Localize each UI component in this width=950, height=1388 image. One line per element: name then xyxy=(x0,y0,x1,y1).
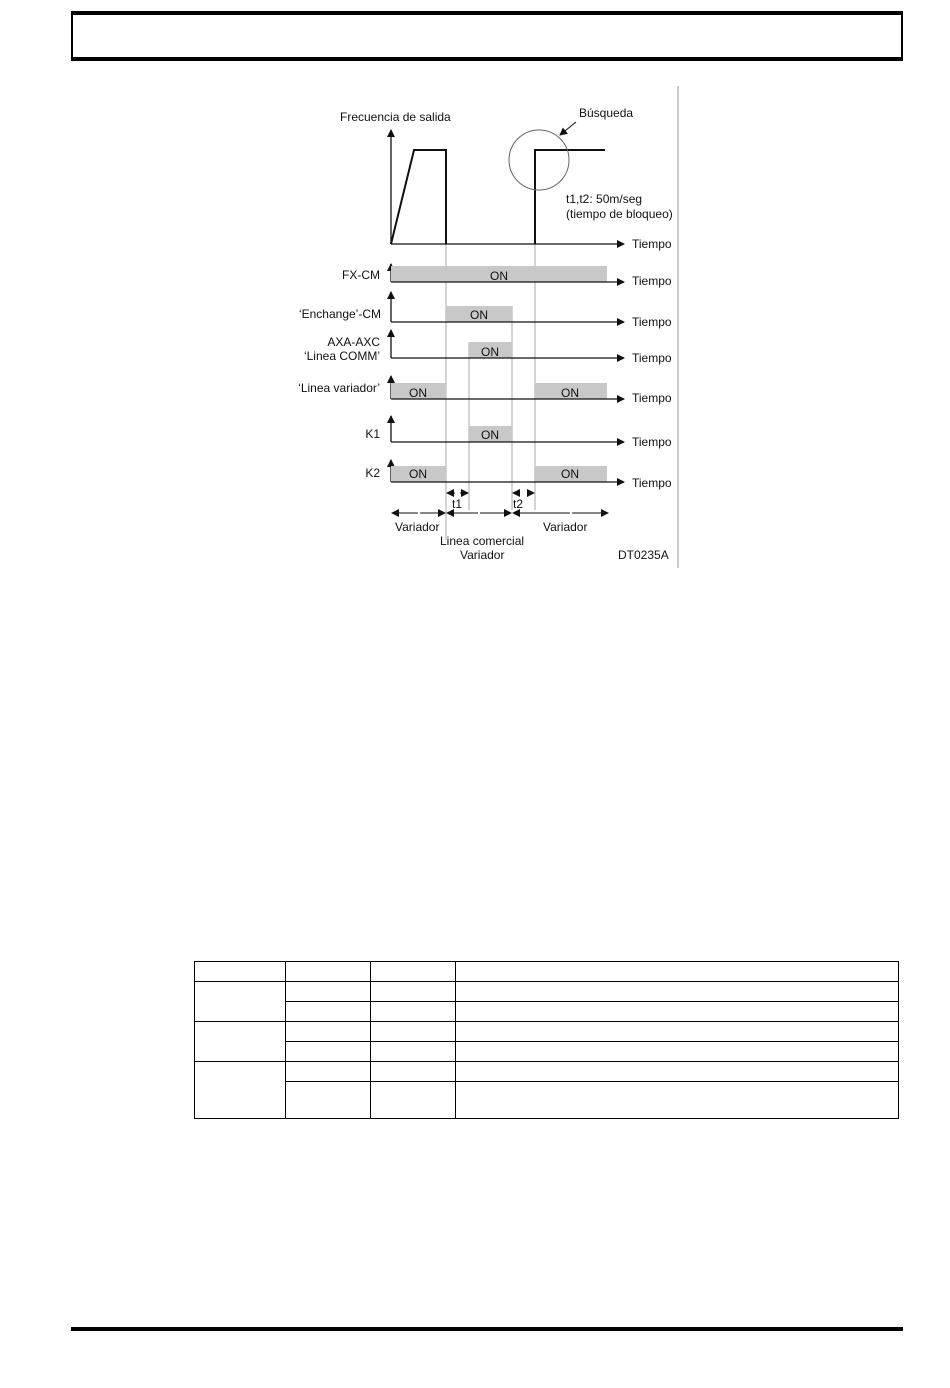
search-circle xyxy=(509,130,569,190)
table-cell xyxy=(456,1022,899,1042)
signal-fx-cm-on-text: ON xyxy=(490,269,508,283)
table-row xyxy=(195,1042,899,1062)
table-cell xyxy=(286,1022,371,1042)
table-cell xyxy=(286,982,371,1002)
time-label-frequency: Tiempo xyxy=(632,237,672,251)
table-cell xyxy=(371,1002,456,1022)
signal-k1-label: K1 xyxy=(365,427,380,441)
table-cell xyxy=(195,962,286,982)
table-cell xyxy=(195,1022,286,1062)
parameter-table xyxy=(194,961,899,1119)
table-row xyxy=(195,1022,899,1042)
table-cell xyxy=(456,1042,899,1062)
time-label-exchange-cm: Tiempo xyxy=(632,315,672,329)
signal-k2-on-text-2: ON xyxy=(561,467,579,481)
table-row xyxy=(195,1062,899,1082)
table-cell xyxy=(371,1022,456,1042)
table-cell xyxy=(195,1062,286,1119)
table-cell xyxy=(286,1042,371,1062)
table-cell xyxy=(456,1002,899,1022)
table-cell xyxy=(371,1082,456,1119)
signal-k2-on-text-1: ON xyxy=(409,467,427,481)
t1-marker xyxy=(447,493,468,511)
table-cell xyxy=(371,1042,456,1062)
time-label-linea-variador: Tiempo xyxy=(632,391,672,405)
time-label-fx-cm: Tiempo xyxy=(632,274,672,288)
time-label-k2: Tiempo xyxy=(632,476,672,490)
search-pointer-arrow xyxy=(560,122,576,135)
signal-k2-label: K2 xyxy=(365,466,380,480)
range-variador-label-2: Variador xyxy=(543,520,588,534)
frequency-axis-label: Frecuencia de salida xyxy=(340,110,451,124)
table-cell xyxy=(371,982,456,1002)
signal-k1-on-text: ON xyxy=(481,428,499,442)
table-row xyxy=(195,1082,899,1119)
signal-fx-cm xyxy=(342,264,672,288)
time-label-k1: Tiempo xyxy=(632,435,672,449)
diagram-id: DT0235A xyxy=(618,548,669,562)
table-cell xyxy=(286,1062,371,1082)
table-cell xyxy=(286,1002,371,1022)
timing-diagram xyxy=(0,0,950,620)
signal-exchange-cm xyxy=(299,292,672,329)
signal-axa-axc-label: AXA-AXC xyxy=(327,335,380,349)
signal-k2 xyxy=(365,460,672,490)
table-cell xyxy=(286,962,371,982)
page-footer-rule xyxy=(71,1327,903,1331)
time-label-axa-axc: Tiempo xyxy=(632,351,672,365)
table-cell xyxy=(371,1062,456,1082)
table-cell xyxy=(286,1082,371,1119)
frequency-ramp-trace xyxy=(391,150,446,244)
table-cell xyxy=(456,982,899,1002)
range-linea-comercial-label: Linea comercial xyxy=(440,534,525,548)
table-cell xyxy=(195,982,286,1022)
signal-linea-comm-label: ‘Linea COMM’ xyxy=(303,349,380,363)
t2-label: t2 xyxy=(513,497,524,511)
table-row xyxy=(195,982,899,1002)
signal-axa-axc-on-text: ON xyxy=(481,345,499,359)
t2-marker xyxy=(513,493,534,511)
signal-linea-variador xyxy=(298,376,672,405)
signal-axa-axc xyxy=(304,330,672,365)
signal-fx-cm-label: FX-CM xyxy=(342,268,380,282)
range-variador-label-3: Variador xyxy=(460,548,505,562)
block-time-note-2: (tiempo de bloqueo) xyxy=(566,207,673,221)
table-row xyxy=(195,1002,899,1022)
range-variador-label-1: Variador xyxy=(395,520,440,534)
table-row xyxy=(195,962,899,982)
t1-label: t1 xyxy=(452,497,463,511)
signal-linea-variador-on-text-1: ON xyxy=(409,386,427,400)
signal-linea-variador-on-text-2: ON xyxy=(561,386,579,400)
table-cell xyxy=(456,1082,899,1119)
table-cell xyxy=(456,962,899,982)
signal-exchange-cm-label: ‘Enchange’-CM xyxy=(298,307,381,321)
signal-linea-variador-label: ‘Linea variador’ xyxy=(298,381,380,395)
table-cell xyxy=(371,962,456,982)
signal-exchange-cm-on-text: ON xyxy=(470,308,488,322)
block-time-note-1: t1,t2: 50m/seg xyxy=(566,192,643,206)
frequency-graph xyxy=(340,106,673,251)
search-label: Búsqueda xyxy=(579,106,634,120)
signal-k1 xyxy=(365,416,672,449)
table-cell xyxy=(456,1062,899,1082)
